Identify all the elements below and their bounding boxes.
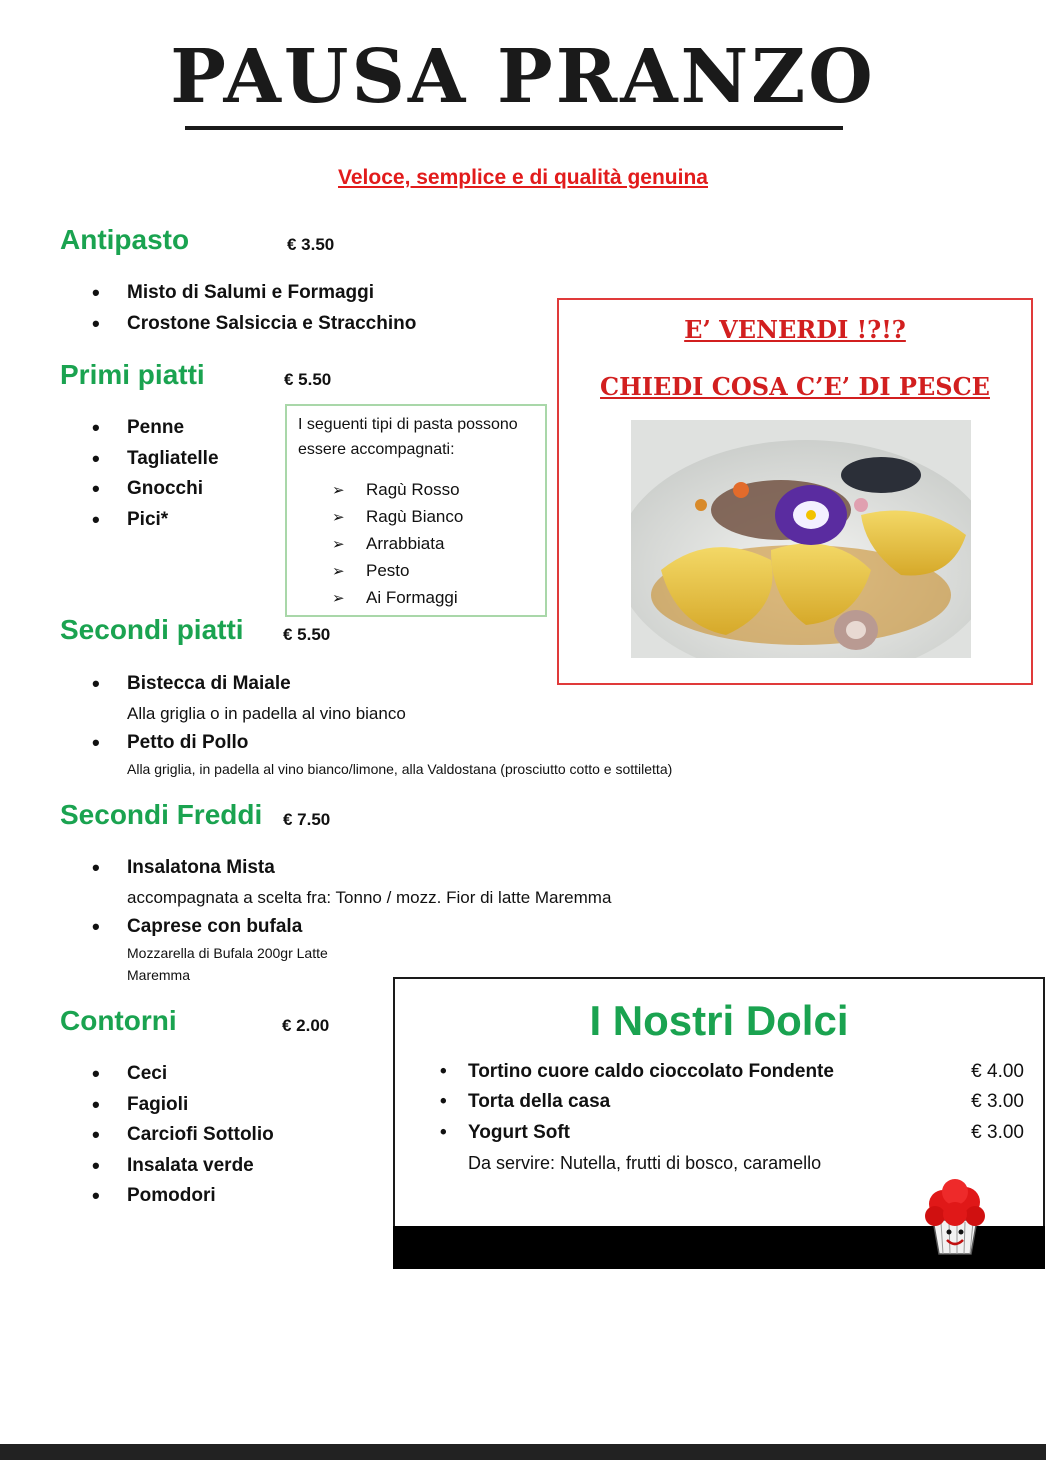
price-freddi: € 7.50: [283, 810, 331, 829]
price-primi: € 5.50: [284, 370, 332, 389]
dolci-item: [440, 1057, 1030, 1087]
secondi-list: [60, 669, 820, 780]
item-description: accompagnata a scelta fra: Tonno / mozz. Fior di latte Maremma: [127, 887, 612, 907]
list-item: • Ceci: [60, 1059, 274, 1090]
page-subtitle: Veloce, semplice e di qualità genuina: [338, 166, 708, 189]
list-item: • Tagliatelle: [60, 444, 219, 475]
antipasto-list: [60, 278, 416, 339]
section-title-antipasto: Antipasto: [60, 224, 190, 255]
primi-list: [60, 413, 219, 535]
list-item: ➢ Pesto: [332, 557, 463, 584]
list-item: ➢ Arrabbiata: [332, 530, 463, 557]
list-item: • Gnocchi: [60, 474, 219, 505]
cupcake-icon: [915, 1176, 995, 1258]
item-description: Mozzarella di Bufala 200gr Latte: [127, 945, 328, 962]
bullet: •: [440, 1091, 447, 1112]
ravioli-photo: [631, 420, 971, 658]
arrow-icon: ➢: [332, 590, 345, 607]
list-item: • Pomodori: [60, 1181, 274, 1212]
sauce-list: [332, 476, 463, 611]
list-item: • Pici*: [60, 505, 219, 536]
section-title-primi: Primi piatti: [60, 359, 205, 390]
item-description: Alla griglia, in padella al vino bianco/limone, alla Valdostana (prosciutto cotto e sottiletta): [127, 761, 673, 778]
dolci-item: [440, 1118, 1030, 1148]
dolci-item-name: Tortino cuore caldo cioccolato Fondente: [468, 1061, 834, 1082]
price-secondi: € 5.50: [283, 625, 331, 644]
list-item: • Crostone Salsiccia e Stracchino: [60, 309, 416, 340]
list-item: • Misto di Salumi e Formaggi: [60, 278, 416, 309]
contorni-list: [60, 1059, 274, 1212]
dolci-item-price: € 3.00: [971, 1091, 1024, 1112]
dolci-item-price: € 3.00: [971, 1122, 1024, 1143]
section-title-contorni: Contorni: [60, 1005, 177, 1036]
section-title-secondi: Secondi piatti: [60, 614, 244, 645]
friday-subheading: CHIEDI COSA C’E’ DI PESCE: [600, 372, 990, 401]
bullet: •: [440, 1122, 447, 1143]
list-item: • Bistecca di Maiale: [60, 669, 820, 700]
friday-heading: E’ VENERDI !?!?: [684, 315, 906, 344]
dolci-title: I Nostri Dolci: [589, 997, 849, 1044]
list-item: • Caprese con bufala: [60, 912, 760, 943]
arrow-icon: ➢: [332, 509, 345, 526]
dolci-note: Da servire: Nutella, frutti di bosco, caramello: [468, 1153, 822, 1173]
title-underline: [185, 126, 843, 130]
dolci-item-name: Torta della casa: [468, 1091, 611, 1112]
dolci-item-price: € 4.00: [971, 1061, 1024, 1082]
list-item: ➢ Ai Formaggi: [332, 584, 463, 611]
list-item: • Insalatona Mista: [60, 853, 760, 884]
bullet: •: [440, 1061, 447, 1082]
price-contorni: € 2.00: [282, 1016, 330, 1035]
section-title-freddi: Secondi Freddi: [60, 799, 263, 830]
page-title: PAUSA PRANZO: [170, 34, 876, 120]
dolci-item-name: Yogurt Soft: [468, 1122, 571, 1143]
item-description: Alla griglia o in padella al vino bianco: [127, 703, 406, 723]
list-item: • Petto di Pollo: [60, 728, 820, 759]
list-item: • Penne: [60, 413, 219, 444]
sauce-box-intro: I seguenti tipi di pasta possono essere accompagnati:: [298, 416, 518, 458]
dolci-item: [440, 1087, 1030, 1117]
arrow-icon: ➢: [332, 536, 345, 553]
item-description: Maremma: [127, 967, 191, 984]
price-antipasto: € 3.50: [287, 235, 335, 254]
arrow-icon: ➢: [332, 482, 345, 499]
list-item: • Fagioli: [60, 1090, 274, 1121]
list-item: • Insalata verde: [60, 1151, 274, 1182]
list-item: ➢ Ragù Rosso: [332, 476, 463, 503]
arrow-icon: ➢: [332, 563, 345, 580]
list-item: • Carciofi Sottolio: [60, 1120, 274, 1151]
freddi-list: [60, 853, 760, 986]
list-item: ➢ Ragù Bianco: [332, 503, 463, 530]
bottom-bar: [0, 1444, 1046, 1460]
